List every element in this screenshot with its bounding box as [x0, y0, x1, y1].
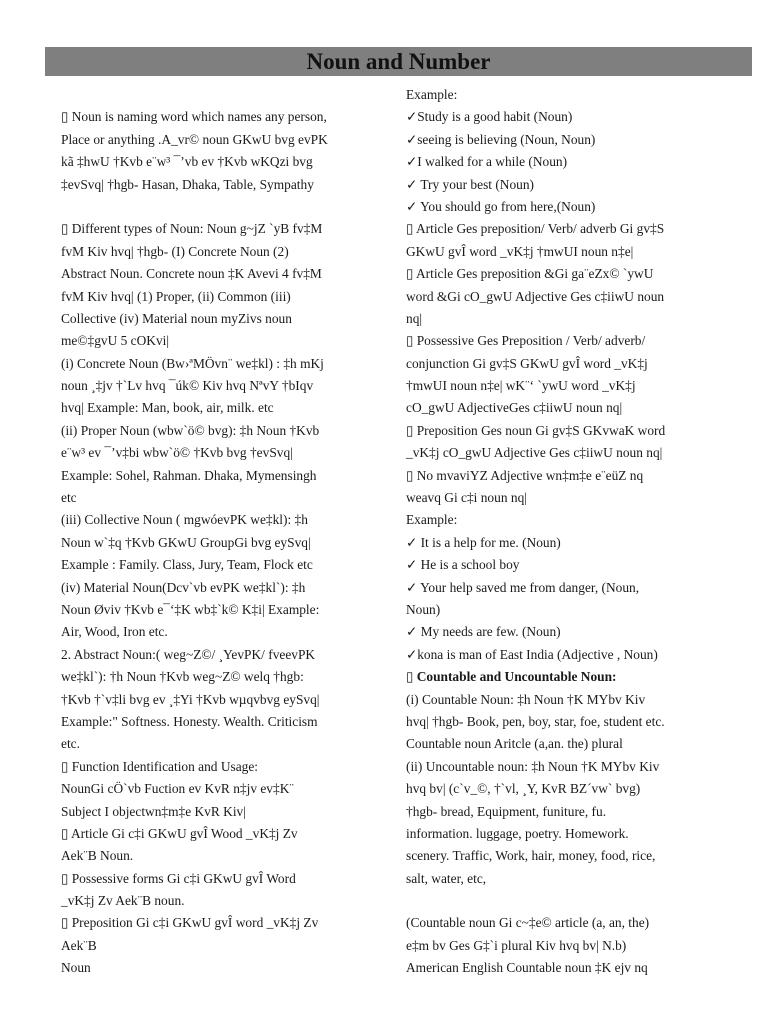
- left-column-line: _vK‡j Zv Aek¨B noun.: [61, 893, 185, 909]
- left-column-line: Aek¨B: [61, 937, 97, 953]
- right-column-line: ▯ Possessive Ges Preposition / Verb/ adverb/: [406, 333, 646, 349]
- left-column-line: kã ‡hwU †Kvb e¨w³ ¯’vb ev †Kvb wKQzi bvg: [61, 154, 313, 170]
- right-column-line: American English Countable noun ‡K ejv nq: [406, 960, 648, 976]
- right-column-line: hvq| †hgb- Book, pen, boy, star, foe, student etc.: [406, 713, 665, 729]
- left-column-line: me©‡gvU 5 cOKvi|: [61, 333, 170, 349]
- left-column-line: [61, 196, 361, 218]
- right-column-line: information. luggage, poetry. Homework.: [406, 825, 629, 841]
- right-column-line: salt, water, etc,: [406, 870, 487, 886]
- title-bar: [45, 47, 752, 76]
- right-column-line: conjunction Gi gv‡S GKwU gvÎ word _vK‡j: [406, 355, 648, 371]
- left-column-line: we‡kl`): †h Noun †Kvb weg~Z© welq †hgb:: [61, 669, 304, 685]
- right-column-line: ✓ Try your best (Noun): [406, 176, 535, 192]
- left-column-line: (iv) Material Noun(Dcv`vb evPK we‡kl`): ‡h: [61, 579, 306, 595]
- left-column-line: ▯ Possessive forms Gi c‡i GKwU gvÎ Word: [61, 870, 296, 886]
- left-column-line: Example : Family. Class, Jury, Team, Flock etc: [61, 557, 313, 573]
- left-column-line: (iii) Collective Noun ( mgwóevPK we‡kl): ‡h: [61, 512, 308, 528]
- left-column-line: 2. Abstract Noun:( weg~Z©/ ¸YevPK/ fveevPK: [61, 646, 316, 662]
- left-column-line: Noun: [61, 960, 91, 976]
- left-column-line: hvq| Example: Man, book, air, milk. etc: [61, 400, 274, 416]
- left-column-line: Collective (iv) Material noun myZivs noun: [61, 310, 292, 326]
- left-column-line: fvM Kiv hvq| (1) Proper, (ii) Common (iii): [61, 288, 291, 304]
- right-column-line: Example:: [406, 87, 458, 102]
- right-column-line: (i) Countable Noun: ‡h Noun †K MYbv Kiv: [406, 691, 646, 707]
- right-column-line: hvq bv| (c`v_©, †`vl, ¸Y, KvR BZ´vw` bvg): [406, 781, 641, 797]
- left-column-line: Example:" Softness. Honesty. Wealth. Criticism: [61, 713, 318, 729]
- right-column-line: ▯ Article Ges preposition/ Verb/ adverb Gi gv‡S: [406, 221, 665, 237]
- right-column-line: Noun): [406, 601, 441, 617]
- left-column-line: Example: Sohel, Rahman. Dhaka, Mymensingh: [61, 467, 317, 483]
- right-column-line: ✓seeing is believing (Noun, Noun): [406, 131, 596, 147]
- left-column-line: ▯ Noun is naming word which names any person,: [61, 109, 327, 125]
- left-column-line: ‡evSvq| †hgb- Hasan, Dhaka, Table, Sympathy: [61, 176, 314, 192]
- left-column-line: [61, 84, 361, 106]
- left-column-line: Noun Øviv †Kvb e¯‘‡K wb‡`k© K‡i| Example:: [61, 601, 320, 617]
- left-column-line: (i) Concrete Noun (Bw›ªMÖvn¨ we‡kl) : ‡h mKj: [61, 355, 324, 371]
- right-column-line: weavq Gi c‡i noun nq|: [406, 490, 527, 506]
- right-column-line: ✓ My needs are few. (Noun): [406, 624, 561, 640]
- left-column-line: NounGi cÖ`vb Fuction ev KvR n‡jv ev‡K¨: [61, 781, 294, 797]
- left-column-line: ▯ Article Gi c‡i GKwU gvÎ Wood _vK‡j Zv: [61, 825, 298, 841]
- right-column-line: ✓ He is a school boy: [406, 557, 520, 573]
- right-column-line: ✓ Your help saved me from danger, (Noun,: [406, 579, 640, 595]
- left-column-line: etc.: [61, 736, 80, 752]
- left-column-line: ▯ Different types of Noun: Noun g~jZ `yB fv‡M: [61, 221, 323, 237]
- left-column-line: Subject I objectwn‡m‡e KvR Kiv|: [61, 803, 246, 819]
- right-column-line: nq|: [406, 310, 423, 326]
- right-column-line: _vK‡j cO_gwU Adjective Ges c‡iiwU noun nq|: [406, 445, 663, 461]
- left-column-line: noun ¸‡jv †`Lv hvq ¯úk© Kiv hvq NªvY †bIqv: [61, 378, 314, 394]
- right-column-line: (ii) Uncountable noun: ‡h Noun †K MYbv Kiv: [406, 758, 660, 774]
- right-column-line: scenery. Traffic, Work, hair, money, food, rice,: [406, 848, 656, 864]
- left-column-line: etc: [61, 490, 77, 506]
- right-column-line: ▯ Preposition Ges noun Gi gv‡S GKvwaK word: [406, 422, 666, 438]
- left-column-line: (ii) Proper Noun (wbw`ö© bvg): ‡h Noun †Kvb: [61, 422, 320, 438]
- left-column-line: †Kvb †`v‡li bvg ev ¸‡Yi †Kvb wµqvbvg eySvq|: [61, 691, 320, 707]
- right-column-line: e‡m bv Ges G‡`i plural Kiv hvq bv| N.b): [406, 937, 627, 953]
- right-column-line: (Countable noun Gi c~‡e© article (a, an, the): [406, 915, 650, 931]
- left-column-line: Abstract Noun. Concrete noun ‡K Avevi 4 fv‡M: [61, 266, 322, 282]
- left-column-line: fvM Kiv hvq| †hgb- (I) Concrete Noun (2): [61, 243, 289, 259]
- left-column-line: Noun w`‡q †Kvb GKwU GroupGi bvg eySvq|: [61, 534, 311, 550]
- left-column-line: ▯ Function Identification and Usage:: [61, 758, 259, 774]
- right-column-line: ▯ Countable and Uncountable Noun:: [406, 669, 617, 685]
- left-column-line: Aek¨B Noun.: [61, 848, 134, 864]
- right-column-line: ▯ No mvaviYZ Adjective wn‡m‡e e¨eüZ nq: [406, 467, 644, 483]
- right-column-line: [406, 890, 714, 912]
- left-column-line: e¨w³ ev ¯’v‡bi wbw`ö© †Kvb bvg †evSvq|: [61, 445, 293, 461]
- left-column-line: Place or anything .A_vr© noun GKwU bvg evPK: [61, 131, 328, 147]
- right-column-line: Countable noun Aritcle (a,an. the) plural: [406, 736, 623, 752]
- right-column-line: GKwU gvÎ word _vK‡j †mwUI noun n‡e|: [406, 243, 634, 259]
- right-column-line: ✓kona is man of East India (Adjective , Noun): [406, 646, 658, 662]
- right-column-line: cO_gwU AdjectiveGes c‡iiwU noun nq|: [406, 400, 623, 416]
- right-column-line: Example:: [406, 512, 458, 528]
- right-column-line: ✓I walked for a while (Noun): [406, 154, 568, 170]
- right-column-line: word &Gi cO_gwU Adjective Ges c‡iiwU noun: [406, 288, 665, 304]
- page-title: Noun and Number: [306, 48, 491, 74]
- right-column: [406, 84, 714, 980]
- right-column-line: †mwUI noun n‡e| wK¨‘ `ywU word _vK‡j: [406, 378, 636, 394]
- right-column-line: ✓ You should go from here,(Noun): [406, 198, 596, 214]
- left-column-line: ▯ Preposition Gi c‡i GKwU gvÎ word _vK‡j Zv: [61, 915, 319, 931]
- left-column: [61, 84, 361, 980]
- left-column-line: Air, Wood, Iron etc.: [61, 624, 168, 640]
- right-column-line: ✓ It is a help for me. (Noun): [406, 534, 561, 550]
- right-column-line: †hgb- bread, Equipment, funiture, fu.: [406, 803, 607, 819]
- right-column-line: ▯ Article Ges preposition &Gi ga¨eZx© `ywU: [406, 266, 654, 282]
- right-column-line: ✓Study is a good habit (Noun): [406, 109, 573, 125]
